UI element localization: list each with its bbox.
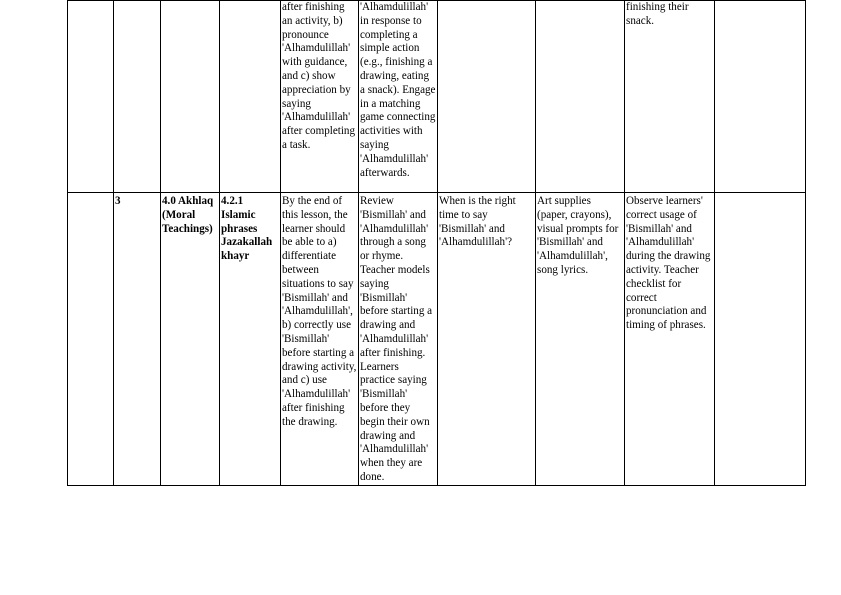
sub-strand-cell: 4.2.1 Islamic phrases Jazakallah khayr: [220, 193, 281, 486]
reflection-cell: [715, 1, 806, 193]
assessment-cell: Observe learners' correct usage of 'Bismillah' and 'Alhamdulillah' during the drawing activity. Teacher checklist for correct pronunciation and timing of phrases.: [625, 193, 715, 486]
learning-outcomes-cell: By the end of this lesson, the learner should be able to a) differentiate between situations to say 'Bismillah' and 'Alhamdulillah', b) correctly use 'Bismillah' before starting a drawing activity, and c) use 'Alhamdulillah' after finishing the drawing.: [281, 193, 359, 486]
scheme-of-work-table: [67, 0, 806, 486]
reflection-cell: [715, 193, 806, 486]
key-inquiry-question-cell: When is the right time to say 'Bismillah' and 'Alhamdulillah'?: [438, 193, 536, 486]
week-cell: [68, 1, 114, 193]
table-row: [68, 193, 806, 486]
learning-experiences-cell: 'Alhamdulillah' in response to completing a simple action (e.g., finishing a drawing, eating a snack). Engage in a matching game connecting activities with saying 'Alhamdulillah' afterwards.: [359, 1, 438, 193]
learning-resources-cell: [536, 1, 625, 193]
strand-cell: 4.0 Akhlaq (Moral Teachings): [161, 193, 220, 486]
learning-outcomes-cell: after finishing an activity, b) pronounce 'Alhamdulillah' with guidance, and c) show appreciation by saying 'Alhamdulillah' after completing a task.: [281, 1, 359, 193]
week-cell: [68, 193, 114, 486]
learning-resources-cell: Art supplies (paper, crayons), visual prompts for 'Bismillah' and 'Alhamdulillah', song lyrics.: [536, 193, 625, 486]
lesson-cell: [114, 1, 161, 193]
key-inquiry-question-cell: [438, 1, 536, 193]
table-row: [68, 1, 806, 193]
learning-experiences-cell: Review 'Bismillah' and 'Alhamdulillah' through a song or rhyme. Teacher models saying 'Bismillah' before starting a drawing and 'Alhamdulillah' after finishing. Learners practice saying 'Bismillah' before they begin their own drawing and 'Alhamdulillah' when they are done.: [359, 193, 438, 486]
strand-cell: [161, 1, 220, 193]
lesson-cell: 3: [114, 193, 161, 486]
sub-strand-cell: [220, 1, 281, 193]
assessment-cell: finishing their snack.: [625, 1, 715, 193]
